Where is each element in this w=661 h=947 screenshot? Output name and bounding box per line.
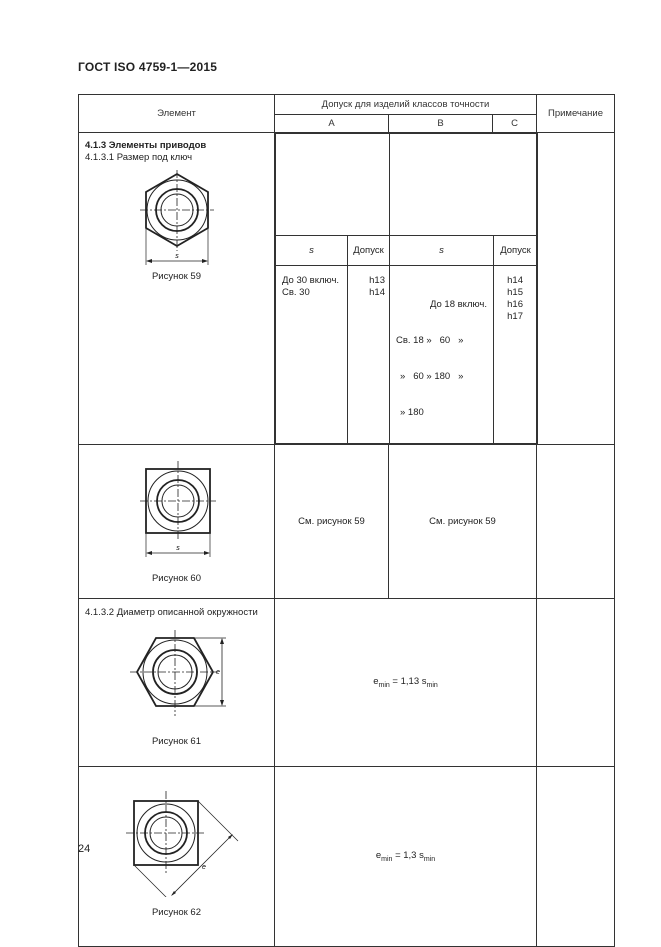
row3-element-cell	[79, 599, 275, 767]
formula-s-subscript: min	[423, 855, 436, 863]
header-element: Элемент	[79, 95, 275, 133]
bc-tol-2: h15	[507, 287, 523, 298]
row2-class-a: См. рисунок 59	[275, 445, 389, 599]
page-number: 24	[78, 843, 91, 855]
section-heading: 4.1.3 Элементы приводов	[85, 140, 207, 151]
row1-bc-tol-header: Допуск	[494, 236, 538, 266]
figure-62-caption: Рисунок 62	[151, 907, 202, 918]
figure-60-caption: Рисунок 60	[151, 573, 202, 584]
row4-formula	[275, 767, 537, 947]
dimension-s-label: s	[174, 253, 179, 260]
figure-61-caption: Рисунок 61	[151, 736, 202, 747]
row1-tolerance-grid	[275, 133, 538, 444]
row3-note	[537, 599, 615, 767]
row1-a-empty	[276, 134, 390, 236]
item-wrench-size: 4.1.3.1 Размер под ключ	[85, 152, 193, 163]
row1-a-tol-header: Допуск	[348, 236, 390, 266]
formula-e-symbol: e	[375, 850, 382, 862]
document-title: ГОСТ ISO 4759-1—2015	[78, 60, 218, 74]
formula-e-symbol: e	[373, 676, 379, 688]
row1-a-s-header: s	[276, 236, 348, 266]
row1-a-tol-values	[348, 266, 390, 444]
row3-formula	[275, 599, 537, 767]
row1-a-s-values	[276, 266, 348, 444]
bc-s-range-3: » 60 » 180 »	[400, 371, 464, 382]
row1-bc-empty	[390, 134, 538, 236]
bc-s-range-1: До 18 включ.	[429, 299, 487, 310]
row2-element-cell	[79, 445, 275, 599]
row1-element-cell	[79, 133, 275, 445]
row4-element-cell	[79, 767, 275, 947]
formula-s-subscript: min	[426, 681, 438, 689]
bc-s-range-2: Св. 18 » 60 »	[396, 335, 464, 346]
dimension-s-label: s	[175, 545, 180, 552]
dimension-e-label: e	[201, 864, 206, 871]
header-class-b: B	[389, 115, 493, 133]
figure-62-square-nut	[112, 779, 242, 897]
item-circumscribed-diameter: 4.1.3.2 Диаметр описанной окружности	[85, 607, 258, 618]
row1-tolerance-cell	[275, 133, 537, 445]
figure-59-caption: Рисунок 59	[151, 271, 202, 282]
header-note: Примечание	[537, 95, 615, 133]
a-s-range-2: Св. 30	[282, 287, 310, 298]
row4-note	[537, 767, 615, 947]
header-class-a: A	[275, 115, 389, 133]
figure-59-hex-nut	[132, 169, 222, 269]
a-tol-1: h13	[369, 275, 385, 286]
row1-note	[537, 133, 615, 445]
tolerance-table	[78, 94, 615, 947]
row2-note	[537, 445, 615, 599]
dimension-e-label: e	[215, 669, 220, 676]
row2-class-bc: См. рисунок 59	[389, 445, 537, 599]
row1-bc-s-header: s	[390, 236, 494, 266]
bc-tol-1: h14	[507, 275, 523, 286]
header-tolerance: Допуск для изделий классов точности	[275, 95, 537, 115]
bc-s-range-4: » 180	[400, 407, 424, 418]
a-tol-2: h14	[369, 287, 385, 298]
header-class-c: C	[493, 115, 537, 133]
figure-60-square-nut	[132, 459, 222, 559]
bc-tol-4: h17	[507, 311, 523, 322]
figure-61-hex-nut	[122, 624, 232, 724]
formula-e-subscript: min	[381, 855, 393, 863]
formula-coefficient: = 1,13 s	[389, 676, 427, 688]
a-s-range-1: До 30 включ.	[282, 275, 340, 286]
row1-bc-s-values	[390, 266, 494, 444]
formula-coefficient: = 1,3 s	[392, 850, 424, 862]
row1-bc-tol-values	[494, 266, 538, 444]
formula-e-subscript: min	[378, 681, 390, 689]
bc-tol-3: h16	[507, 299, 523, 310]
